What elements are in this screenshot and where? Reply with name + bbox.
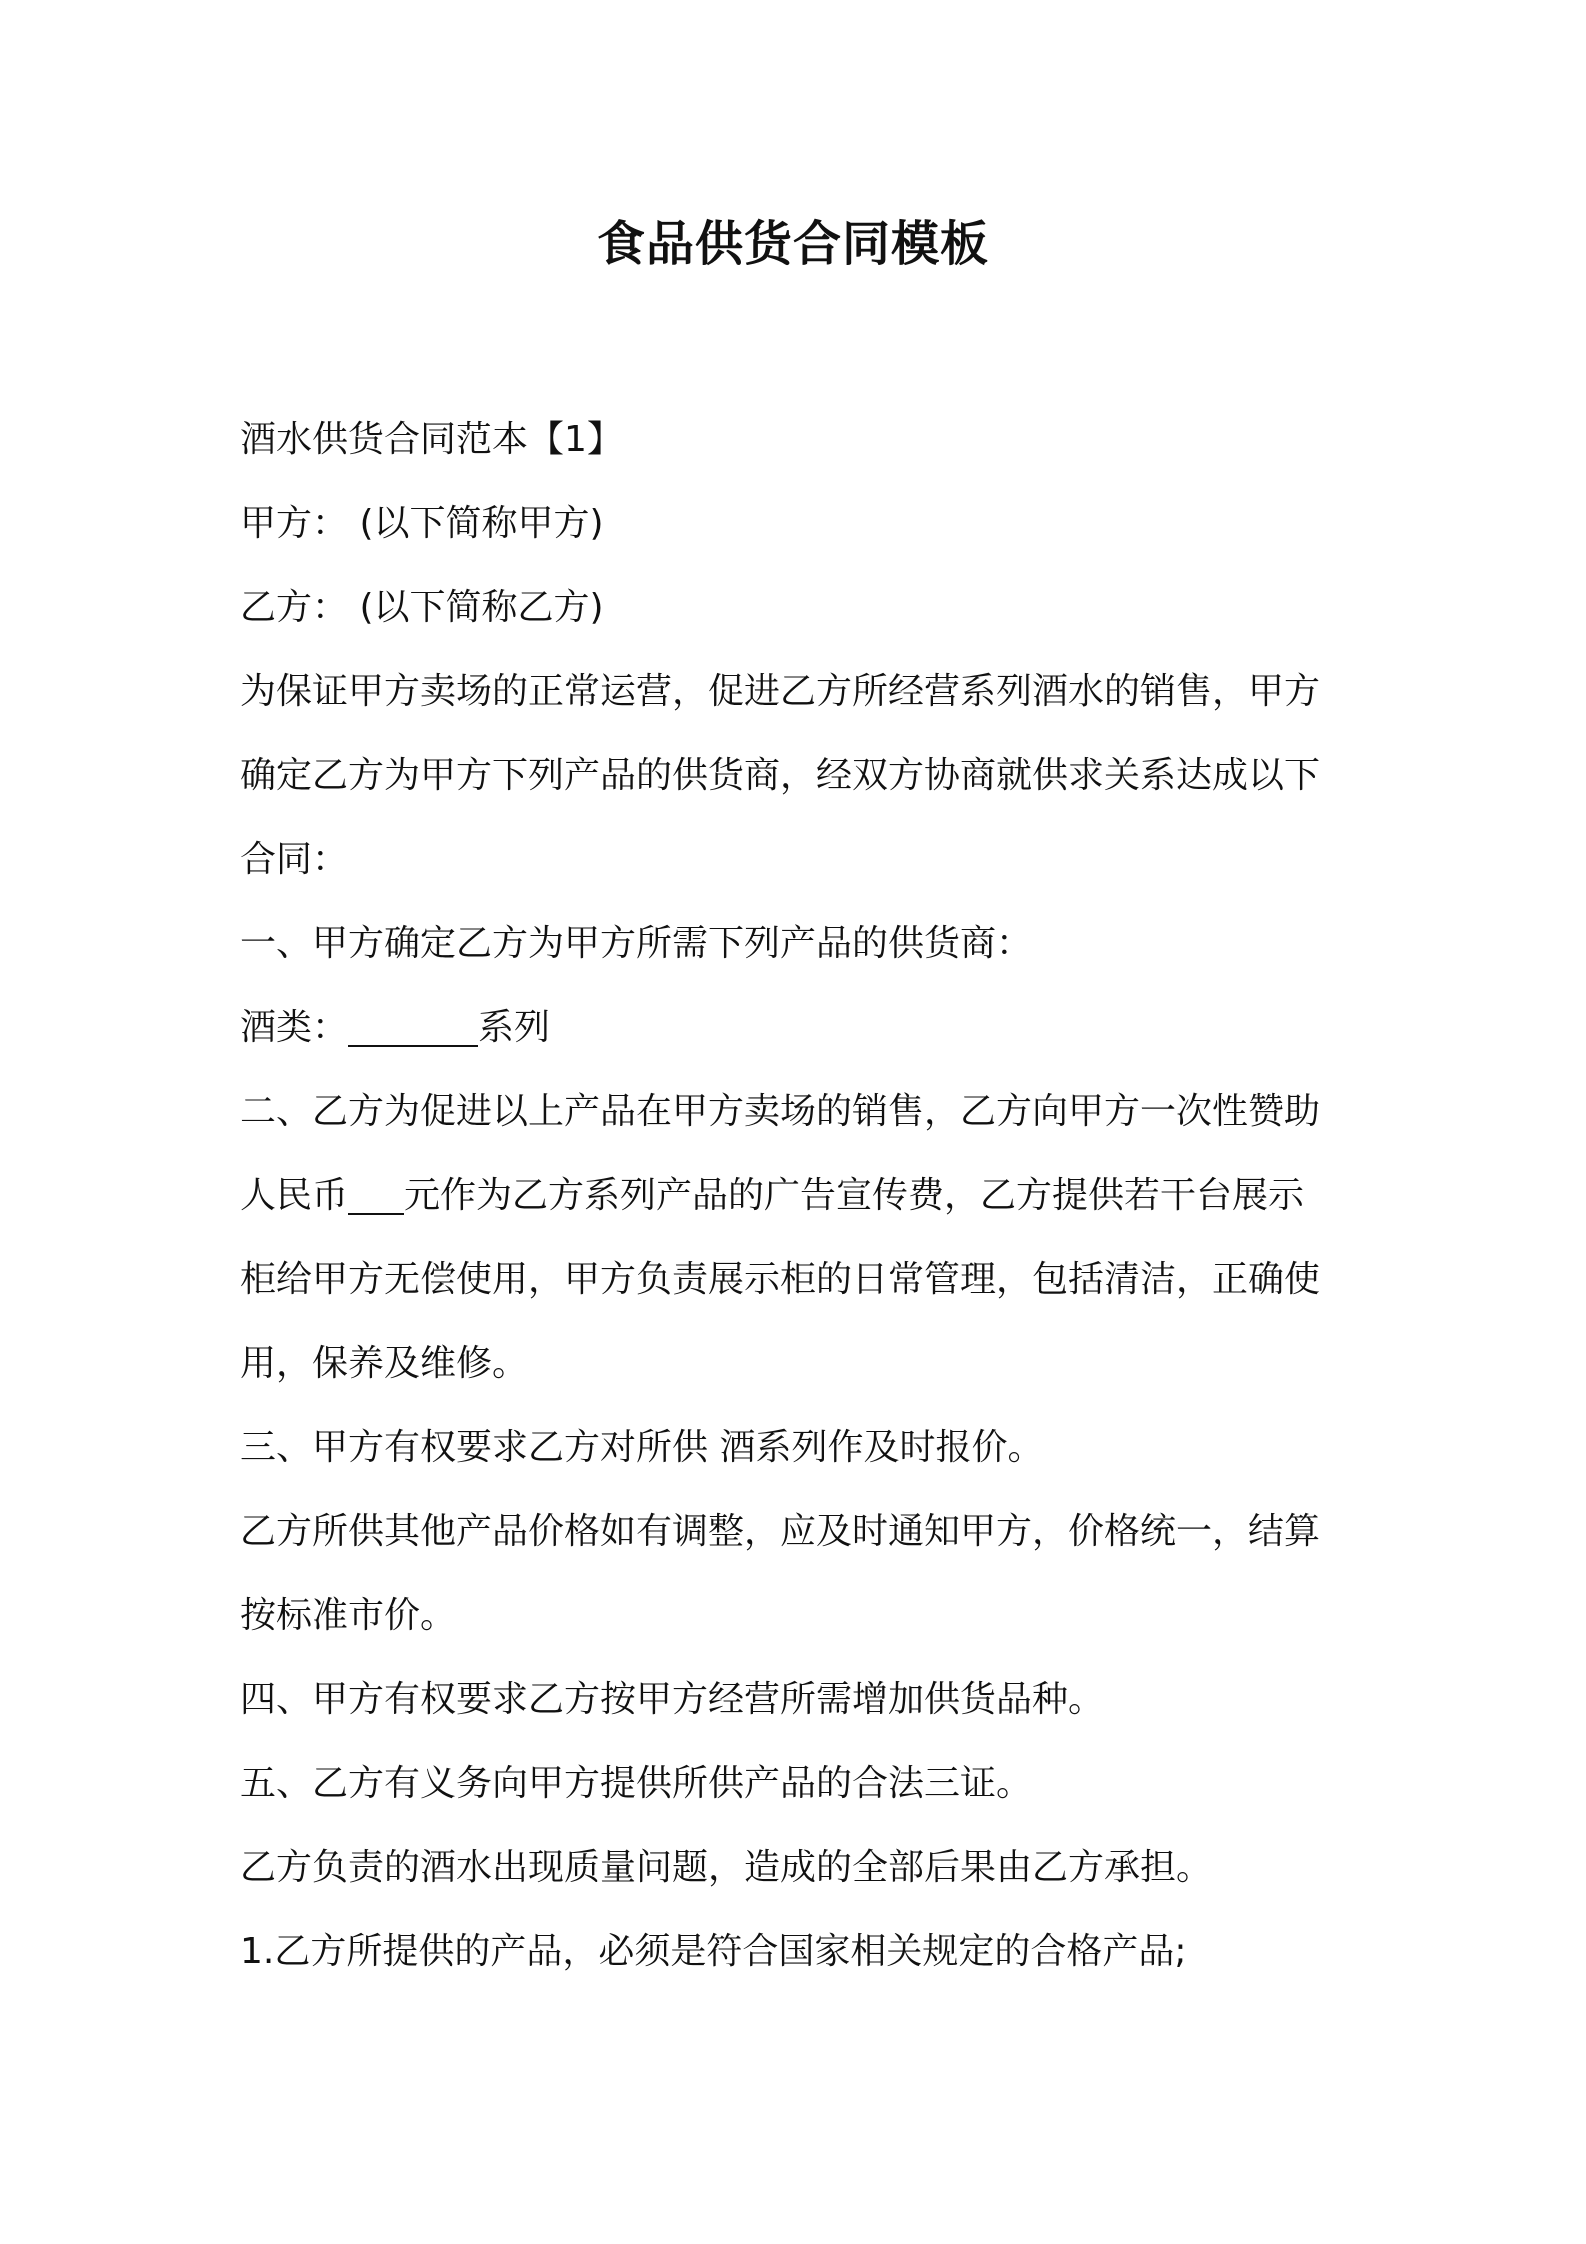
article-2-line-2-rest: 元作为乙方系列产品的广告宣传费，乙方提供若干台展示 xyxy=(404,1175,1305,1216)
preamble-line-3: 合同： xyxy=(240,839,349,880)
article-2-line-3: 柜给甲方无偿使用，甲方负责展示柜的日常管理，包括清洁，正确使 xyxy=(240,1259,1321,1300)
amount-blank xyxy=(348,1169,404,1215)
wine-category-label: 酒类： xyxy=(240,1007,349,1048)
article-2-line-2 xyxy=(240,1154,1360,1238)
party-a-line: 甲方： (以下简称甲方) xyxy=(240,503,604,544)
preamble-line-1: 为保证甲方卖场的正常运营，促进乙方所经营系列酒水的销售，甲方 xyxy=(240,671,1321,712)
quality-responsibility-line: 乙方负责的酒水出现质量问题，造成的全部后果由乙方承担。 xyxy=(240,1847,1213,1888)
party-b-line: 乙方： (以下简称乙方) xyxy=(240,587,604,628)
preamble-line-2: 确定乙方为甲方下列产品的供货商，经双方协商就供求关系达成以下 xyxy=(240,755,1321,796)
article-3-line: 三、甲方有权要求乙方对所供 酒系列作及时报价。 xyxy=(240,1427,1044,1468)
subtitle-line: 酒水供货合同范本【1】 xyxy=(240,419,623,460)
article-5-line: 五、乙方有义务向甲方提供所供产品的合法三证。 xyxy=(240,1763,1033,1804)
price-adjust-line-2: 按标准市价。 xyxy=(240,1595,457,1636)
article-1-line: 一、甲方确定乙方为甲方所需下列产品的供货商： xyxy=(240,923,1033,964)
price-adjust-line-1: 乙方所供其他产品价格如有调整，应及时通知甲方，价格统一，结算 xyxy=(240,1511,1321,1552)
document-body xyxy=(240,398,1360,1994)
wine-series-suffix: 系列 xyxy=(478,1007,551,1048)
wine-category-line xyxy=(240,986,1360,1070)
article-2-line-4: 用，保养及维修。 xyxy=(240,1343,529,1384)
article-4-line: 四、甲方有权要求乙方按甲方经营所需增加供货品种。 xyxy=(240,1679,1105,1720)
article-2-line-1: 二、乙方为促进以上产品在甲方卖场的销售，乙方向甲方一次性赞助 xyxy=(240,1091,1321,1132)
rmb-label: 人民币 xyxy=(240,1175,349,1216)
wine-series-blank xyxy=(348,1001,478,1047)
clause-1-line: 1.乙方所提供的产品，必须是符合国家相关规定的合格产品; xyxy=(240,1931,1187,1972)
document-title: 食品供货合同模板 xyxy=(596,216,989,272)
